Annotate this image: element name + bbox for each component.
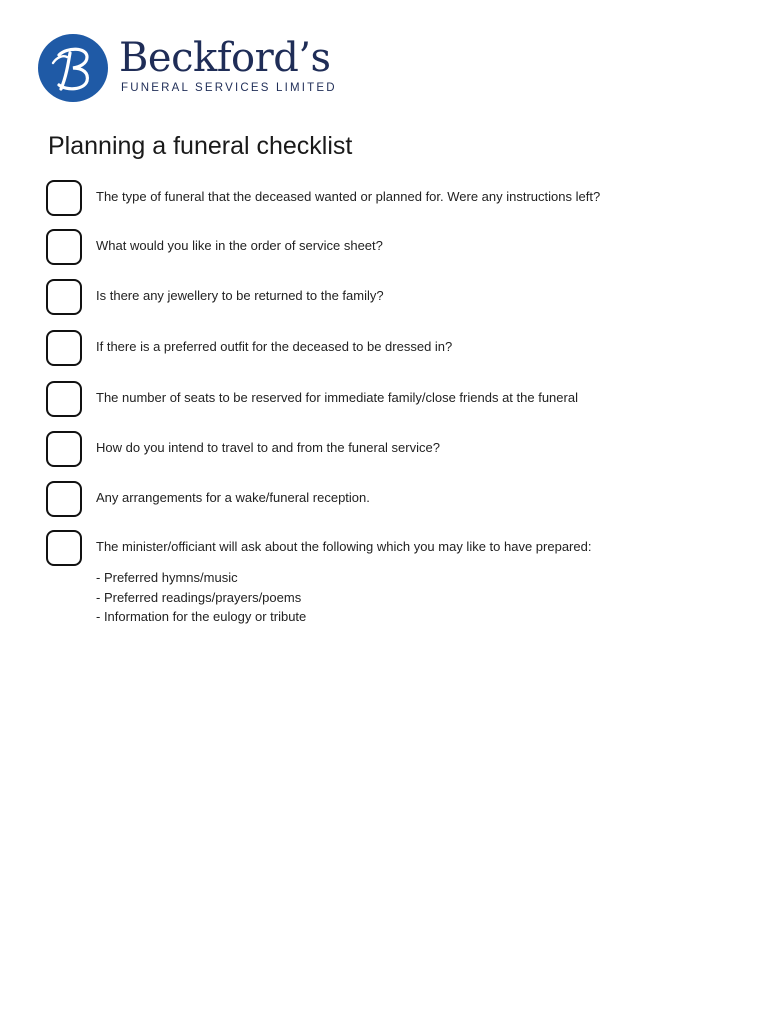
preparation-list-item: - Information for the eulogy or tribute [96,609,307,624]
preparation-list [96,568,306,627]
checklist-item-text: If there is a preferred outfit for the deceased to be dressed in? [96,339,453,354]
checkbox[interactable] [46,431,82,467]
checklist-item-text: Is there any jewellery to be returned to the family? [96,288,384,303]
checkbox[interactable] [46,530,82,566]
checklist-item [46,381,736,421]
preparation-list-item: - Preferred readings/prayers/poems [96,589,302,605]
checklist-item [46,330,736,370]
checkbox[interactable] [46,381,82,417]
logo-monogram-icon [37,33,109,103]
page-title: Planning a funeral checklist [48,132,353,160]
checklist-item [46,481,736,521]
checklist-item [46,229,736,269]
logo-company-subtitle: FUNERAL SERVICES LIMITED [121,82,337,94]
checkbox[interactable] [46,330,82,366]
checklist-item [46,431,736,471]
checklist-item [46,279,736,319]
checklist-item-text: The number of seats to be reserved for immediate family/close friends at the funeral [96,390,578,405]
checkbox[interactable] [46,279,82,315]
checkbox[interactable] [46,180,82,216]
checklist-item-text: How do you intend to travel to and from the funeral service? [96,440,440,455]
logo-company-name: Beckford’s [119,35,331,81]
checklist-item-text: The type of funeral that the deceased wanted or planned for. Were any instructions left? [96,189,601,204]
checkbox[interactable] [46,481,82,517]
preparation-list-item: - Preferred hymns/music [96,570,238,585]
checklist-item [46,180,736,220]
checklist-item-text: Any arrangements for a wake/funeral reception. [96,490,370,505]
checklist-item [46,530,736,570]
company-logo [37,33,337,105]
checklist-item-text: What would you like in the order of service sheet? [96,238,383,253]
checklist-item-text: The minister/officiant will ask about the following which you may like to have prepared: [96,539,592,554]
checkbox[interactable] [46,229,82,265]
